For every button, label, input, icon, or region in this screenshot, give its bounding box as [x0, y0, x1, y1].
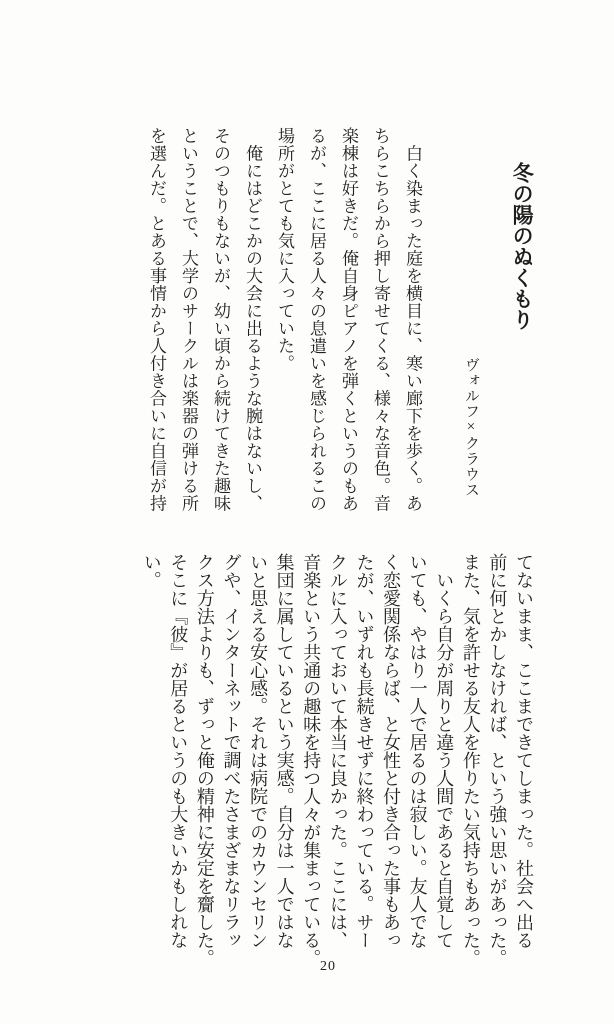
- text-column: るが、ここに居る人々の息遣いを感じられるこの: [307, 127, 326, 512]
- text-column: いくら自分が周りと違う人間であると自覚して: [434, 553, 455, 949]
- text-column: 音楽という共通の趣味を持つ人々が集まっている。: [301, 553, 322, 967]
- text-column: 俺にはどこかの大会に出るような腕はないし、: [243, 127, 262, 512]
- text-column: を選んだ。とある事情から人付き合いに自信が持: [147, 127, 166, 512]
- text-column: いと思える安心感。それは病院でのカウンセリン: [248, 553, 269, 949]
- text-column: そこに『彼』が居るというのも大きいかもしれな: [168, 553, 189, 949]
- text-column: 前に何とかしなければ、という強い思いがあった。: [487, 553, 508, 967]
- text-column: いても、やはり一人で居るのは寂しい。友人でな: [407, 553, 428, 949]
- paragraph-block-top: [140, 127, 428, 527]
- text-column: ちらこちらから押し寄せてくる、様々な音色。音: [371, 127, 390, 512]
- author-pairing: ヴォルフ×クラウス: [463, 357, 479, 498]
- paragraph-block-bottom: [138, 553, 537, 973]
- text-column: てないまま、ここまできてしまった。社会へ出る: [514, 553, 534, 949]
- text-column: クス方法よりも、ずっと俺の精神に安定を齎した。: [194, 553, 215, 967]
- text-column: 場所がとても気に入っていた。: [275, 127, 294, 372]
- text-column: い。: [141, 553, 162, 589]
- text-column: グや、インターネットで調べたさまざまなリラッ: [221, 553, 242, 949]
- text-column: また、気を許せる友人を作りたい気持ちもあった。: [460, 553, 481, 967]
- text-column: く恋愛関係ならば、と女性と付き合った事もあっ: [381, 553, 402, 949]
- text-column: クルに入っておいて本当に良かった。ここには、: [327, 553, 348, 949]
- text-column: ということで、大学のサークルは楽器の弾ける所: [179, 127, 198, 512]
- text-column: 集団に属しているという実感。自分は一人ではな: [274, 553, 295, 949]
- page-title: 冬の陽のぬくもり: [510, 162, 535, 330]
- text-column: 白く染まった庭を横目に、寒い廊下を歩く。あ: [403, 127, 422, 512]
- text-column: 楽棟は好きだ。俺自身ピアノを弾くというのもあ: [339, 127, 358, 512]
- text-column: そのつもりもないが、幼い頃から続けてきた趣味: [211, 127, 230, 512]
- text-column: たが、いずれも長続きせずに終わっている。サー: [354, 553, 375, 949]
- page-number: 20: [320, 959, 336, 974]
